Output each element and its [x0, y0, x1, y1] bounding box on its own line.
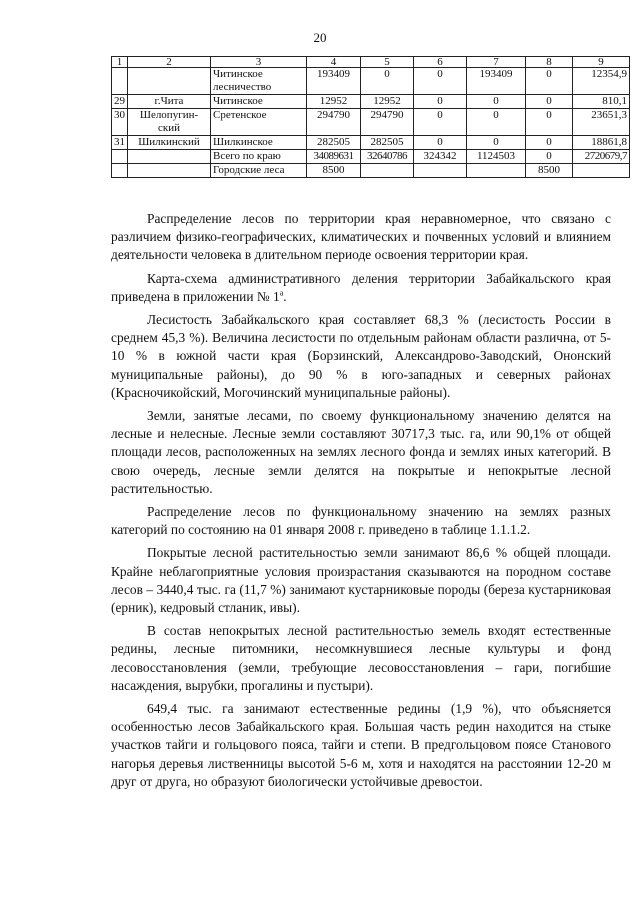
table-cell: 810,1 — [573, 95, 630, 109]
table-cell — [112, 68, 128, 95]
table-cell: 0 — [526, 109, 573, 136]
table-header-cell: 5 — [361, 57, 414, 68]
table-cell: 0 — [414, 95, 467, 109]
table-cell: 0 — [526, 68, 573, 95]
table-cell: 34089631 — [307, 150, 361, 164]
table-cell: 0 — [526, 95, 573, 109]
paragraph: Лесистость Забайкальского края составляет 68,3 % (лесистость России в среднем 45,3 %). Величина лесистости по отдельным районам области различна, от 5-10 % в южной части края (Борзинский, Александрово-Заводский, Ононский муниципальные районы), до 90 % в юго-западных и северных районах (Красночикойский, Могочинский муниципальные районы). — [111, 312, 611, 400]
table-cell: Всего по краю — [211, 150, 307, 164]
table-cell — [128, 68, 211, 95]
table-header-cell: 3 — [211, 57, 307, 68]
table-cell: 294790 — [307, 109, 361, 136]
paragraph: Карта-схема административного деления территории Забайкальского края приведена в приложении № $1^а$. — [111, 270, 611, 304]
table-cell: 0 — [414, 68, 467, 95]
table-cell: 0 — [467, 136, 526, 150]
table-cell: Шилкинское — [211, 136, 307, 150]
table-cell: 282505 — [307, 136, 361, 150]
table-cell: г.Чита — [128, 95, 211, 109]
table-cell — [128, 150, 211, 164]
table-cell: 0 — [526, 136, 573, 150]
paragraph: Распределение лесов по территории края неравномерное, что связано с различием физико-географических, климатических и почвенных условий и влиянием деятельности человека в длительном периоде освоения территории края. — [111, 211, 611, 263]
table-cell: 193409 — [307, 68, 361, 95]
table-cell: Шелопугин-ский — [128, 109, 211, 136]
table-cell: 0 — [414, 136, 467, 150]
table-cell: Городские леса — [211, 164, 307, 178]
table-cell: 324342 — [414, 150, 467, 164]
table-cell: 29 — [112, 95, 128, 109]
paragraph: Земли, занятые лесами, по своему функциональному значению делятся на лесные и нелесные. Лесные земли составляют 30717,3 тыс. га, или 90,1% от общей площади лесов, расположенных на землях лесного фонда и землях иных категорий. В свою очередь, лесные земли делятся на покрытые и непокрытые лесной растительностью. — [111, 408, 611, 496]
table-cell: 12952 — [361, 95, 414, 109]
table-cell: Читинское лесничество — [211, 68, 307, 95]
table-header-cell: 2 — [128, 57, 211, 68]
table-row — [112, 95, 630, 109]
paragraph: Распределение лесов по функциональному значению на землях разных категорий по состоянию на 01 января 2008 г. приведено в таблице 1.1.1.2. — [111, 504, 611, 538]
table-cell — [414, 164, 467, 178]
table-cell: 0 — [526, 150, 573, 164]
table-cell: 8500 — [526, 164, 573, 178]
forest-distribution-table — [111, 56, 630, 178]
table-cell — [467, 164, 526, 178]
table-row — [112, 150, 630, 164]
table-header-row — [112, 57, 630, 68]
paragraph-text: Карта-схема административного деления территории Забайкальского края приведена в приложении № 1 — [111, 270, 611, 304]
table-cell: Читинское — [211, 95, 307, 109]
table-header-cell: 9 — [573, 57, 630, 68]
footnote-mark: а — [279, 288, 284, 298]
page-number: 20 — [313, 30, 327, 45]
table-cell: 0 — [414, 109, 467, 136]
table-cell: 8500 — [307, 164, 361, 178]
table-cell: 0 — [361, 68, 414, 95]
table-cell: 193409 — [467, 68, 526, 95]
paragraph: В состав непокрытых лесной растительностью земель входят естественные редины, лесные питомники, несомкнувшиеся лесные культуры и фонд лесовосстановления (земли, требующие лесовосстановления – гари, погибшие насаждения, вырубки, прогалины и пустыри). — [111, 623, 611, 693]
table-cell: 294790 — [361, 109, 414, 136]
table-cell: 23651,3 — [573, 109, 630, 136]
table-row — [112, 164, 630, 178]
paragraph: 649,4 тыс. га занимают естественные редины (1,9 %), что объясняется особенностью лесов Забайкальского края. Большая часть редин находится на стыке участков тайги и гольцового пояса, тайги и степи. В предгольцовом поясе Станового нагорья деревья лиственницы высотой 5-6 м, хотя и находятся на расстоянии 12-20 м друг от друга, но образуют биологически устойчивые древостои. — [111, 701, 611, 789]
table-cell — [361, 164, 414, 178]
table-row — [112, 109, 630, 136]
table-header-cell: 8 — [526, 57, 573, 68]
table-cell: 1124503 — [467, 150, 526, 164]
table-cell — [128, 164, 211, 178]
table-cell: 30 — [112, 109, 128, 136]
table-header-cell: 4 — [307, 57, 361, 68]
table-header-cell: 6 — [414, 57, 467, 68]
table-cell: 282505 — [361, 136, 414, 150]
table-cell: 2720679,7 — [573, 150, 630, 164]
table-cell: 18861,8 — [573, 136, 630, 150]
document-body — [111, 210, 611, 796]
table-cell — [112, 150, 128, 164]
table-cell — [573, 164, 630, 178]
table-cell: 0 — [467, 109, 526, 136]
table-header-cell: 1 — [112, 57, 128, 68]
table-row — [112, 136, 630, 150]
paragraph: Покрытые лесной растительностью земли занимают 86,6 % общей площади. Крайне неблагоприятные условия произрастания сказываются на породном составе лесов – 3440,4 тыс. га (11,7 %) занимают кустарниковые породы (береза кустарниковая (ерник), кедровый стланик, ивы). — [111, 545, 611, 616]
table-cell — [112, 164, 128, 178]
table-cell: Шилкинский — [128, 136, 211, 150]
table-cell: 32640786 — [361, 150, 414, 164]
table-cell: 0 — [467, 95, 526, 109]
table-cell: 12354,9 — [573, 68, 630, 95]
table-row — [112, 68, 630, 95]
table-cell: 31 — [112, 136, 128, 150]
table-header-cell: 7 — [467, 57, 526, 68]
table-cell: 12952 — [307, 95, 361, 109]
table-cell: Сретенское — [211, 109, 307, 136]
